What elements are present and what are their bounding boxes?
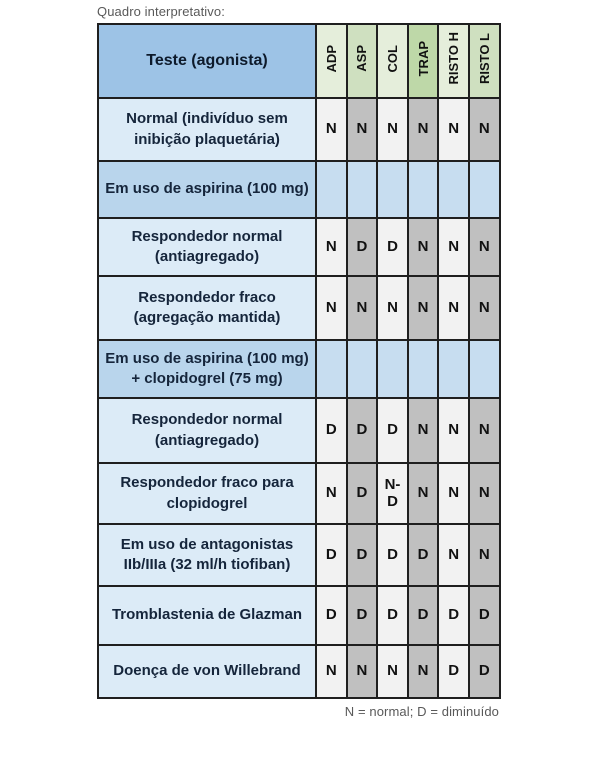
legend-text: N = normal; D = diminuído [344, 704, 499, 719]
column-header-col-label: COL [384, 44, 400, 73]
value-cell: N [377, 98, 408, 161]
column-header-risto-l-label: RISTO L [476, 32, 492, 85]
value-cell: N [408, 276, 439, 340]
column-header-trap-label: TRAP [415, 40, 431, 77]
value-cell: N [316, 218, 347, 276]
value-cell: D [347, 524, 378, 586]
table-row [98, 398, 500, 463]
value-cell: N [408, 645, 439, 698]
value-cell: D [377, 524, 408, 586]
row-label: Respondedor normal (antiagregado) [98, 398, 316, 463]
value-cell [377, 340, 408, 398]
value-cell: D [469, 645, 500, 698]
header-row [98, 24, 500, 98]
column-header-asp [347, 24, 378, 98]
value-cell: N [438, 463, 469, 524]
value-cell [316, 340, 347, 398]
value-cell: D [408, 586, 439, 645]
value-cell [347, 340, 378, 398]
value-cell: D [316, 586, 347, 645]
value-cell [438, 340, 469, 398]
value-cell: N [408, 398, 439, 463]
value-cell: N [316, 645, 347, 698]
test-agonist-header-cell: Teste (agonista) [98, 24, 316, 98]
value-cell: N [377, 645, 408, 698]
quadro-container [97, 4, 499, 719]
column-header-col [377, 24, 408, 98]
value-cell: N [347, 98, 378, 161]
interpretation-table [97, 23, 501, 699]
value-cell: D [377, 586, 408, 645]
value-cell [408, 340, 439, 398]
value-cell: N [347, 645, 378, 698]
table-row [98, 276, 500, 340]
column-header-trap [408, 24, 439, 98]
table-row [98, 586, 500, 645]
value-cell: D [408, 524, 439, 586]
value-cell: N-D [377, 463, 408, 524]
value-cell: D [316, 398, 347, 463]
value-cell: D [377, 218, 408, 276]
value-cell: N [316, 98, 347, 161]
table-row [98, 524, 500, 586]
value-cell: N [347, 276, 378, 340]
value-cell [316, 161, 347, 218]
value-cell: N [469, 524, 500, 586]
column-header-risto-h [438, 24, 469, 98]
row-label: Respondedor fraco (agregação mantida) [98, 276, 316, 340]
column-header-risto-l [469, 24, 500, 98]
value-cell: D [347, 586, 378, 645]
table-row [98, 218, 500, 276]
value-cell: N [438, 276, 469, 340]
value-cell: N [408, 218, 439, 276]
value-cell: D [347, 398, 378, 463]
value-cell [408, 161, 439, 218]
value-cell [347, 161, 378, 218]
column-header-asp-label: ASP [354, 45, 370, 72]
table-row-section [98, 161, 500, 218]
column-header-adp-label: ADP [323, 44, 339, 73]
value-cell: D [347, 218, 378, 276]
value-cell: D [438, 586, 469, 645]
value-cell: N [469, 463, 500, 524]
value-cell: N [469, 276, 500, 340]
row-label: Em uso de antagonistas IIb/IIIa (32 ml/h tiofiban) [98, 524, 316, 586]
value-cell: N [438, 218, 469, 276]
table-caption: Quadro interpretativo: [97, 4, 225, 19]
value-cell: D [469, 586, 500, 645]
value-cell: N [469, 218, 500, 276]
value-cell: D [316, 524, 347, 586]
value-cell [469, 340, 500, 398]
column-header-risto-h-label: RISTO H [446, 32, 462, 85]
value-cell: N [469, 98, 500, 161]
value-cell: N [316, 276, 347, 340]
row-label: Tromblastenia de Glazman [98, 586, 316, 645]
value-cell: D [438, 645, 469, 698]
value-cell: N [377, 276, 408, 340]
table-row [98, 98, 500, 161]
table-row-section [98, 340, 500, 398]
value-cell: D [377, 398, 408, 463]
column-header-adp [316, 24, 347, 98]
row-label: Normal (indivíduo sem inibição plaquetária) [98, 98, 316, 161]
value-cell: N [438, 398, 469, 463]
value-cell: N [408, 463, 439, 524]
value-cell: N [316, 463, 347, 524]
table-row [98, 645, 500, 698]
row-label: Respondedor fraco para clopidogrel [98, 463, 316, 524]
value-cell: D [347, 463, 378, 524]
table-row [98, 463, 500, 524]
value-cell: N [438, 98, 469, 161]
value-cell: N [469, 398, 500, 463]
row-label: Respondedor normal (antiagregado) [98, 218, 316, 276]
row-label: Em uso de aspirina (100 mg) + clopidogrel (75 mg) [98, 340, 316, 398]
value-cell [469, 161, 500, 218]
row-label: Em uso de aspirina (100 mg) [98, 161, 316, 218]
value-cell [377, 161, 408, 218]
value-cell [438, 161, 469, 218]
value-cell: N [438, 524, 469, 586]
row-label: Doença de von Willebrand [98, 645, 316, 698]
value-cell: N [408, 98, 439, 161]
